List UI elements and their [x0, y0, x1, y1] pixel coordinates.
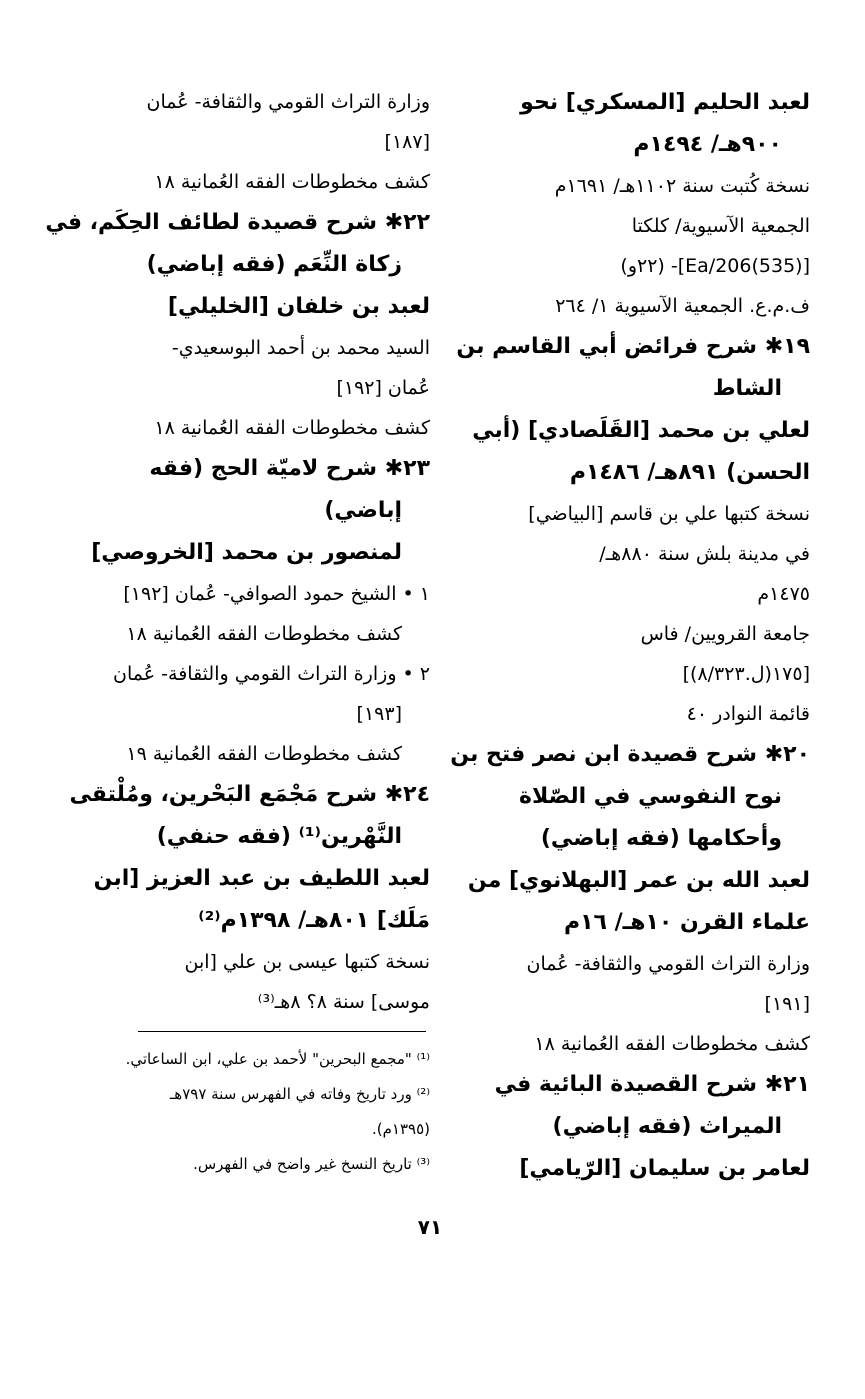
- author-line: لمنصور بن محمد [الخروصي]: [91, 540, 402, 565]
- author-line: لعلي بن محمد [القَلَصادي] (أبي: [472, 418, 810, 443]
- catalog-ref: كشف مخطوطات الفقه العُمانية ١٨: [534, 1033, 810, 1055]
- copy-note: نسخة كتبها علي بن قاسم [البياضي]: [528, 503, 810, 525]
- catalog-ref: كشف مخطوطات الفقه العُمانية ١٨: [126, 623, 402, 645]
- catalog-ref: قائمة النوادر ٤٠: [686, 703, 810, 725]
- footnotes: [125, 1042, 430, 1182]
- author-line: لعبد الحليم [المسكري] نحو: [520, 90, 810, 115]
- footnote-2: ⁽²⁾ ورد تاريخ وفاته في الفهرس سنة ٧٩٧هـ: [169, 1085, 430, 1103]
- library-line: وزارة التراث القومي والثقافة- عُمان: [146, 91, 430, 113]
- copy-note: نسخة كتبها عيسى بن علي [ابن: [184, 951, 430, 973]
- entry-heading-24-cont: النَّهْرين⁽¹⁾ (فقه حنفي): [156, 824, 402, 849]
- entry-heading-20-cont: نوح النفوسي في الصّلاة: [518, 784, 782, 809]
- catalog-ref: كشف مخطوطات الفقه العُمانية ١٨: [154, 417, 430, 439]
- author-date-line: علماء القرن ١٠هـ/ ١٦م: [564, 910, 810, 935]
- author-line: لعبد اللطيف بن عبد العزيز [ابن: [93, 866, 430, 891]
- copy-note-cont: موسى] سنة ٨؟ ٨هـ⁽³⁾: [257, 991, 430, 1013]
- library-line: الجمعية الآسيوية/ كلكتا: [631, 215, 810, 237]
- catalog-ref: كشف مخطوطات الفقه العُمانية ١٩: [126, 743, 402, 765]
- library-line: السيد محمد بن أحمد البوسعيدي-: [171, 337, 430, 359]
- page-number: ٧١: [417, 1215, 443, 1239]
- catalog-ref: كشف مخطوطات الفقه العُمانية ١٨: [154, 171, 430, 193]
- entry-heading-24: ٢٤✱ شرح مَجْمَع البَحْرين، ومُلْتقى: [69, 782, 430, 807]
- author-line: لعبد الله بن عمر [البهلانوي] من: [467, 868, 810, 893]
- entry-heading-19-cont: الشاط: [712, 376, 782, 401]
- shelfmark-line: [١٨٧]: [384, 131, 430, 153]
- catalog-ref: ف.م.ع. الجمعية الآسيوية ١/ ٢٦٤: [555, 295, 810, 317]
- author-line: لعامر بن سليمان [الرّيامي]: [519, 1156, 810, 1181]
- author-date-line: الحسن) ٨٩١هـ/ ١٤٨٦م: [569, 460, 810, 485]
- left-column: [45, 82, 430, 1022]
- library-line: جامعة القرويين/ فاس: [640, 623, 810, 645]
- entry-heading-20: ٢٠✱ شرح قصيدة ابن نصر فتح بن: [450, 742, 810, 767]
- entry-heading-22: ٢٢✱ شرح قصيدة لطائف الحِكَم، في: [45, 210, 430, 235]
- entry-heading-20-cont: وأحكامها (فقه إباضي): [540, 826, 782, 851]
- shelfmark-line: [١٧٥(ل.٨/٣٢٣)]: [682, 663, 810, 685]
- entry-heading-19: ١٩✱ شرح فرائض أبي القاسم بن: [456, 334, 810, 359]
- footnote-divider: [138, 1031, 426, 1032]
- shelfmark-line: [١٩١]: [764, 993, 810, 1015]
- holding-item-2: ٢ • وزارة التراث القومي والثقافة- عُمان: [113, 663, 430, 685]
- copy-note: نسخة كُتبت سنة ١١٠٢هـ/ ١٦٩١م: [554, 175, 810, 197]
- footnote-2-cont: (١٣٩٥م).: [371, 1120, 430, 1138]
- library-line-cont: عُمان [١٩٢]: [336, 377, 430, 399]
- entry-heading-21: ٢١✱ شرح القصيدة البائية في: [494, 1072, 810, 1097]
- copy-note-cont: في مدينة بلش سنة ٨٨٠هـ/: [599, 543, 810, 565]
- author-line: لعبد بن خلفان [الخليلي]: [167, 294, 430, 319]
- author-date-line: ٩٠٠هـ/ ١٤٩٤م: [633, 132, 782, 157]
- shelfmark-line: [(535)Ea/206]- (٢٢و): [620, 255, 810, 277]
- footnote-1: ⁽¹⁾ "مجمع البحرين" لأحمد بن علي، ابن الساعاتي.: [125, 1050, 430, 1068]
- right-column: [450, 82, 810, 1190]
- entry-heading-21-cont: الميراث (فقه إباضي): [552, 1114, 782, 1139]
- entry-heading-23: ٢٣✱ شرح لاميّة الحج (فقه: [149, 456, 430, 481]
- shelfmark-line: [١٩٣]: [356, 703, 402, 725]
- holding-item-1: ١ • الشيخ حمود الصوافي- عُمان [١٩٢]: [123, 583, 430, 605]
- copy-note-date: ١٤٧٥م: [757, 583, 810, 605]
- entry-heading-22-cont: زكاة النِّعَم (فقه إباضي): [146, 252, 402, 277]
- author-date-line: مَلَك] ٨٠١هـ/ ١٣٩٨م⁽²⁾: [198, 908, 430, 933]
- footnote-3: ⁽³⁾ تاريخ النسخ غير واضح في الفهرس.: [193, 1155, 430, 1173]
- library-line: وزارة التراث القومي والثقافة- عُمان: [526, 953, 810, 975]
- entry-heading-23-cont: إباضي): [324, 498, 402, 523]
